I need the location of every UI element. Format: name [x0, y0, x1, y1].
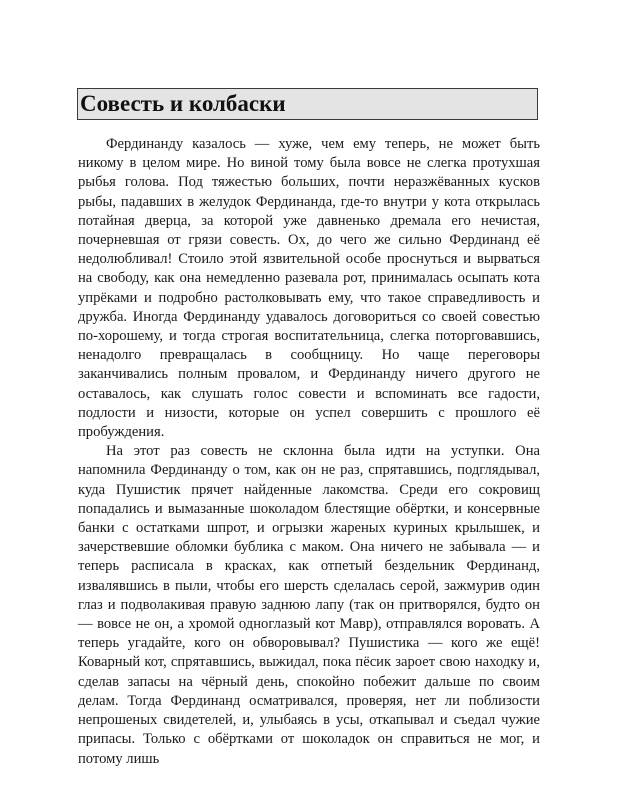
chapter-body: [78, 135, 540, 769]
paragraph: Фердинанду казалось — хуже, чем ему теперь, не может быть никому в целом мире. Но виной тому была вовсе не слегка протухшая рыбья голова. Под тяжестью больших, почти неразжёванных кусков рыбы, падавших в желудок Фердинанда, где-то внутри у кота открылась потайная дверца, за которой уже давненько дремала его нечистая, почерневшая от грязи совесть. Ох, до чего же сильно Фердинанд её недолюбливал! Стоило этой язвительной особе проснуться и вырваться на свободу, как она немедленно разевала рот, принималась осыпать кота упрёками и подробно растолковывать ему, что такое справедливость и дружба. Иногда Фердинанду удавалось договориться со своей совестью по-хорошему, и тогда строгая воспитательница, слегка поторговавшись, ненадолго превращалась в сообщницу. Но чаще переговоры заканчивались полным провалом, и Фердинанду ничего другого не оставалось, как слушать голос совести и вспоминать все гадости, подлости и низости, которые он успел совершить с прошлого её пробуждения.: [78, 136, 540, 441]
paragraph: На этот раз совесть не склонна была идти на уступки. Она напомнила Фердинанду о том, как он не раз, спрятавшись, подглядывал, куда Пушистик прячет найденные лакомства. Среди его сокровищ попадались и вымазанные шоколадом блестящие обёртки, и консервные банки с остатками шпрот, и огрызки жареных куриных крылышек, и зачерствевшие обломки бублика с маком. Она ничего не забывала — и теперь расписала в красках, как отпетый бездельник Фердинанд, извалявшись в пыли, чтобы его шерсть сделалась серой, зажмурив один глаз и подволакивая правую заднюю лапу (так он притворялся, будто он — вовсе не он, а хромой одноглазый кот Мавр), отправлялся воровать. А теперь угадайте, кого он обворовывал? Пушистика — кого же ещё! Коварный кот, спрятавшись, выжидал, пока пёсик зароет свою находку и, сделав запасы на чёрный день, спокойно побежит дальше по своим делам. Тогда Фердинанд осматривался, проверяя, нет ли поблизости непрошеных свидетелей, и, улыбаясь в усы, откапывал и съедал чужие припасы. Только с обёртками от шоколадок он справиться не мог, и потому лишь: [78, 443, 540, 767]
chapter-title: Совесть и колбаски: [77, 88, 538, 120]
